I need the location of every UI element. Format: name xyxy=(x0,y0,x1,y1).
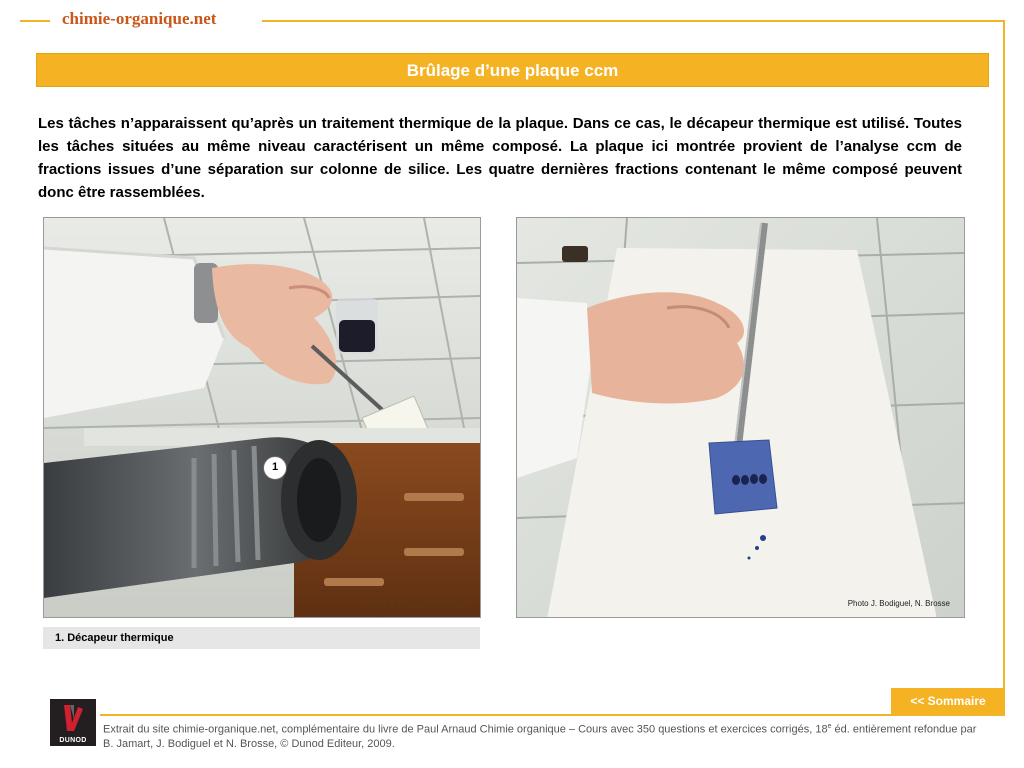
body-paragraph: Les tâches n’apparaissent qu’après un traitement thermique de la plaque. Dans ce cas, le décapeur thermique est utilisé. Toutes les tâches situées au même niveau caractérisent un même composé. La plaque ici montrée provient de l’analyse ccm de fractions issues d’une séparation sur colonne de silice. Les quatre dernières fractions contenant le même composé peuvent donc être rassemblées. xyxy=(38,115,962,201)
footer-text xyxy=(103,720,983,751)
frame-top-right xyxy=(262,20,1005,22)
photo-heat-gun xyxy=(43,217,481,618)
dunod-logo xyxy=(50,699,96,746)
dunod-logo-icon xyxy=(50,699,96,737)
photo-tlc-plate xyxy=(516,217,965,618)
page-title: Brûlage d’une plaque ccm xyxy=(406,61,619,80)
footer-text-part2: éd. entièrement refondue par B. Jamart, J. Bodiguel et N. Brosse, © Dunod Editeur, 2009. xyxy=(103,723,977,750)
callout-marker-1: 1 xyxy=(263,456,287,480)
photo-credit: Photo J. Bodiguel, N. Brosse xyxy=(365,599,468,608)
photo-heat-gun-image xyxy=(44,218,481,618)
figure-caption: 1. Décapeur thermique xyxy=(43,627,480,649)
frame-top-left xyxy=(20,20,50,22)
photo-credit: Photo J. Bodiguel, N. Brosse xyxy=(847,599,950,608)
site-name[interactable]: chimie-organique.net xyxy=(58,9,220,29)
title-bar xyxy=(36,53,989,87)
footer-text-sup: e xyxy=(827,723,832,730)
frame-bottom xyxy=(100,714,1005,716)
photo-tlc-plate-image xyxy=(517,218,965,618)
logo-text: DUNOD xyxy=(59,737,87,744)
sommaire-button[interactable]: << Sommaire xyxy=(891,688,1005,714)
footer-text-part1: Extrait du site chimie-organique.net, complémentaire du livre de Paul Arnaud Chimie organique – Cours avec 350 questions et exercices corrigés, 18 xyxy=(103,723,828,736)
frame-right xyxy=(1003,20,1005,688)
